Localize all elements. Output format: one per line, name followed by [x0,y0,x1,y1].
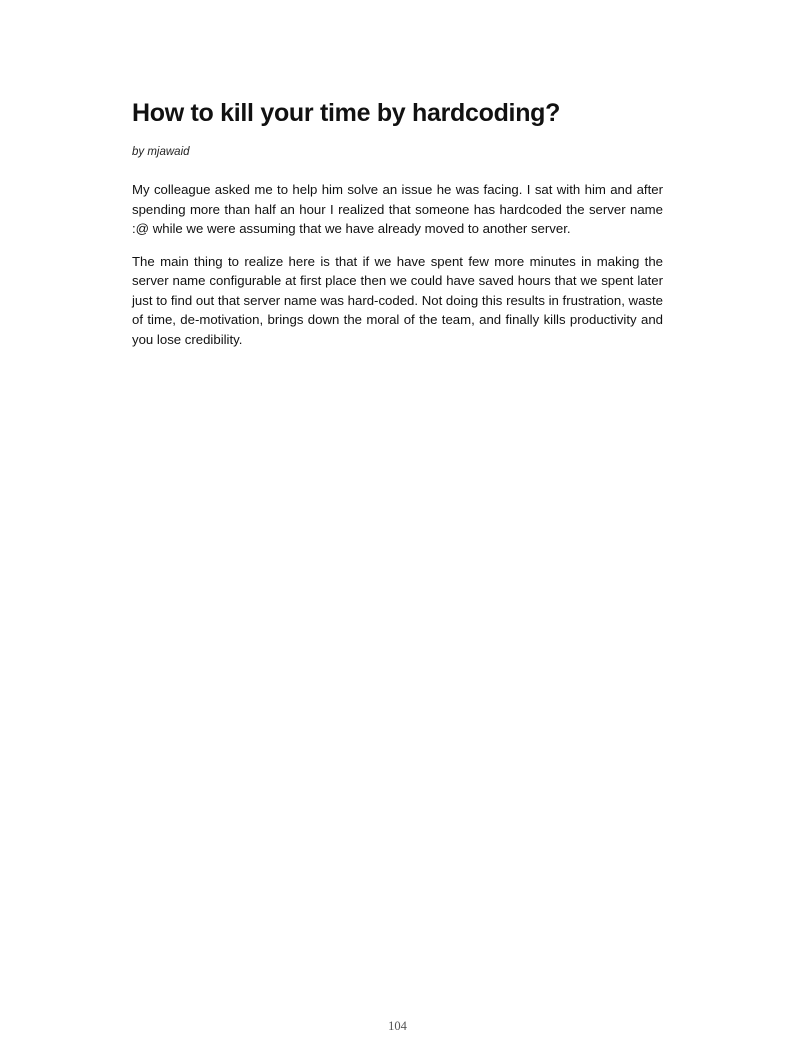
article [132,96,663,349]
article-byline: by mjawaid [132,146,190,158]
article-title: How to kill your time by hardcoding? [132,99,561,127]
article-paragraph: The main thing to realize here is that if we have spent few more minutes in making the server name configurable at first place then we could have saved hours that we spent later just to find out that server name was hard-coded. Not doing this results in frustration, waste of time, de-motivation, brings down the moral of the team, and finally kills productivity and you lose credibility. [132,253,663,347]
page-number: 104 [388,1019,407,1033]
article-paragraph: My colleague asked me to help him solve an issue he was facing. I sat with him and after spending more than half an hour I realized that someone has hardcoded the server name :@ while we were assuming that we have already moved to another server. [132,182,663,236]
